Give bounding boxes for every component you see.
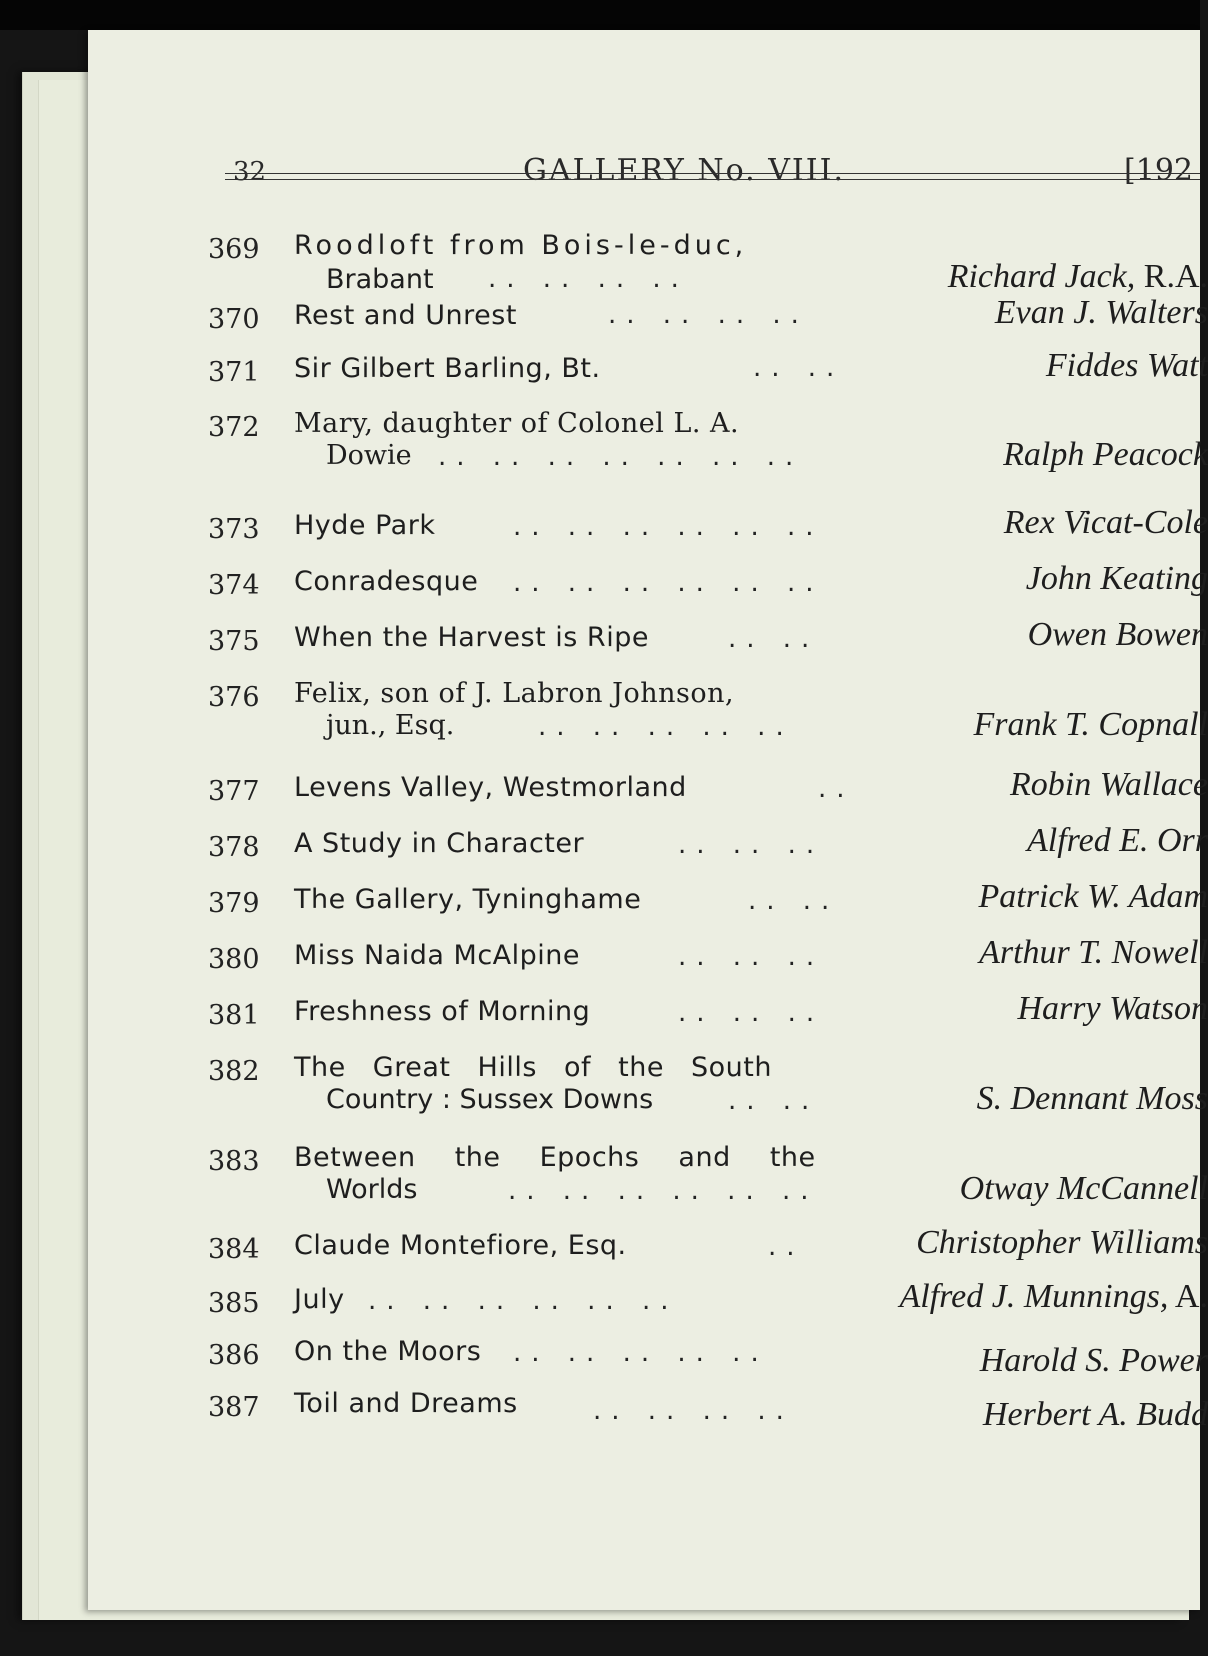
catalogue-page	[88, 30, 1208, 1610]
entry-title: Claude Montefiore, Esq.	[294, 1230, 627, 1261]
leader-dots: ..	[768, 1232, 805, 1262]
entry-artist: Arthur T. Nowell	[979, 934, 1208, 971]
entry-title: Levens Valley, Westmorland	[294, 772, 687, 803]
entry-number: 370	[208, 304, 260, 335]
entry-title: On the Moors	[294, 1336, 482, 1367]
entry-artist: Otway McCannell	[959, 1170, 1208, 1207]
background-edge	[0, 0, 1200, 30]
entry-number: 385	[208, 1288, 260, 1319]
leader-dots: .. .. .. .. ..	[513, 1338, 769, 1368]
page-number: 32	[233, 157, 267, 187]
entry-number: 377	[208, 776, 260, 807]
year-mark: [192	[1124, 153, 1193, 188]
leader-dots: .. ..	[728, 1086, 820, 1116]
entry-title: A Study in Character	[294, 828, 585, 859]
leader-dots: .. .. .. .. .. ..	[513, 512, 824, 542]
leader-dots: .. .. .. ..	[608, 300, 809, 330]
entry-title: The Gallery, Tyninghame	[294, 884, 642, 915]
entry-number: 371	[208, 357, 260, 388]
entry-number: 383	[208, 1146, 260, 1177]
artist-suffix: A.	[1168, 1278, 1208, 1315]
entry-title: When the Harvest is Ripe	[294, 622, 649, 653]
entry-artist: Evan J. Walters	[994, 294, 1208, 331]
artist-name: Richard Jack,	[947, 258, 1136, 295]
leader-dots: .. .. .. ..	[593, 1396, 794, 1426]
entry-number: 372	[208, 412, 260, 443]
entry-title: Conradesque	[294, 566, 479, 597]
entry-title: Miss Naida McAlpine	[294, 940, 580, 971]
leader-dots: .. .. .. .. .. .. ..	[438, 442, 804, 472]
entry-title: Freshness of Morning	[294, 996, 591, 1027]
leader-dots: .. .. ..	[678, 942, 825, 972]
leader-dots: .. .. .. .. ..	[538, 712, 794, 742]
leader-dots: .. .. .. .. .. ..	[513, 568, 824, 598]
entry-artist: Herbert A. Budd	[982, 1396, 1208, 1433]
entry-number: 379	[208, 888, 260, 919]
entry-number: 380	[208, 944, 260, 975]
entry-number: 373	[208, 514, 260, 545]
entry-title-continued: Dowie	[326, 440, 412, 471]
entry-title-continued: Brabant	[326, 264, 434, 295]
entry-title: Rest and Unrest	[294, 300, 517, 331]
entry-title: Between the Epochs and the	[294, 1142, 816, 1173]
entry-artist: Fiddes Watt	[1045, 347, 1208, 384]
leader-dots: .. ..	[728, 624, 820, 654]
entry-artist: Rex Vicat-Cole	[1003, 504, 1208, 541]
entry-number: 375	[208, 626, 260, 657]
entry-title: Toil and Dreams	[294, 1388, 518, 1419]
entry-artist: Frank T. Copnall	[973, 706, 1208, 743]
entry-title: Felix, son of J. Labron Johnson,	[294, 678, 735, 709]
entry-title: The Great Hills of the South	[294, 1052, 772, 1083]
entry-number: 378	[208, 832, 260, 863]
leader-dots: .. .. ..	[678, 998, 825, 1028]
entry-artist: Christopher Williams	[916, 1224, 1208, 1261]
leader-dots: .. .. .. .. .. ..	[508, 1176, 819, 1206]
entry-artist: Harry Watson	[1017, 990, 1208, 1027]
entry-artist: Harold S. Power	[979, 1342, 1208, 1379]
entry-title: Sir Gilbert Barling, Bt.	[294, 353, 601, 384]
entry-title: Roodloft from Bois-le-duc,	[294, 230, 748, 261]
entry-artist: John Keating	[1025, 560, 1208, 597]
entry-title: July	[294, 1284, 345, 1315]
entry-title: Hyde Park	[294, 510, 436, 541]
artist-suffix: R.A.	[1135, 258, 1208, 295]
entry-artist: Patrick W. Adam	[978, 878, 1208, 915]
entry-title-continued: Worlds	[326, 1174, 418, 1205]
leader-dots: .. .. .. ..	[488, 264, 689, 294]
page-title: GALLERY No. VIII.	[523, 153, 845, 188]
entry-number: 382	[208, 1056, 260, 1087]
entry-number: 387	[208, 1392, 260, 1423]
page-header	[233, 145, 1193, 195]
leader-dots: .. .. .. .. .. ..	[368, 1286, 679, 1316]
entry-artist: Owen Bowen	[1027, 616, 1208, 653]
entry-artist	[900, 1278, 1208, 1316]
leader-dots: .. ..	[748, 886, 840, 916]
leader-dots: .. .. ..	[678, 830, 825, 860]
entry-artist: Alfred E. Orr	[1026, 822, 1208, 859]
entry-artist: Ralph Peacock	[1003, 436, 1208, 473]
entry-number: 374	[208, 570, 260, 601]
leader-dots: .. ..	[753, 353, 845, 383]
entry-title-continued: Country : Sussex Downs	[326, 1084, 654, 1115]
entry-number: 381	[208, 1000, 260, 1031]
entry-artist	[948, 258, 1208, 296]
entry-number: 369	[208, 234, 260, 265]
leader-dots: ..	[818, 774, 855, 804]
entry-artist: S. Dennant Moss	[976, 1080, 1208, 1117]
entry-number: 384	[208, 1234, 260, 1265]
entry-title-continued: jun., Esq.	[326, 710, 455, 741]
entry-number: 386	[208, 1340, 260, 1371]
header-rule-bottom	[225, 179, 1200, 180]
entry-number: 376	[208, 682, 260, 713]
artist-name: Alfred J. Munnings,	[899, 1278, 1169, 1315]
entry-artist: Robin Wallace	[1010, 766, 1208, 803]
entry-title: Mary, daughter of Colonel L. A.	[294, 408, 740, 439]
header-rule-top	[225, 173, 1200, 174]
